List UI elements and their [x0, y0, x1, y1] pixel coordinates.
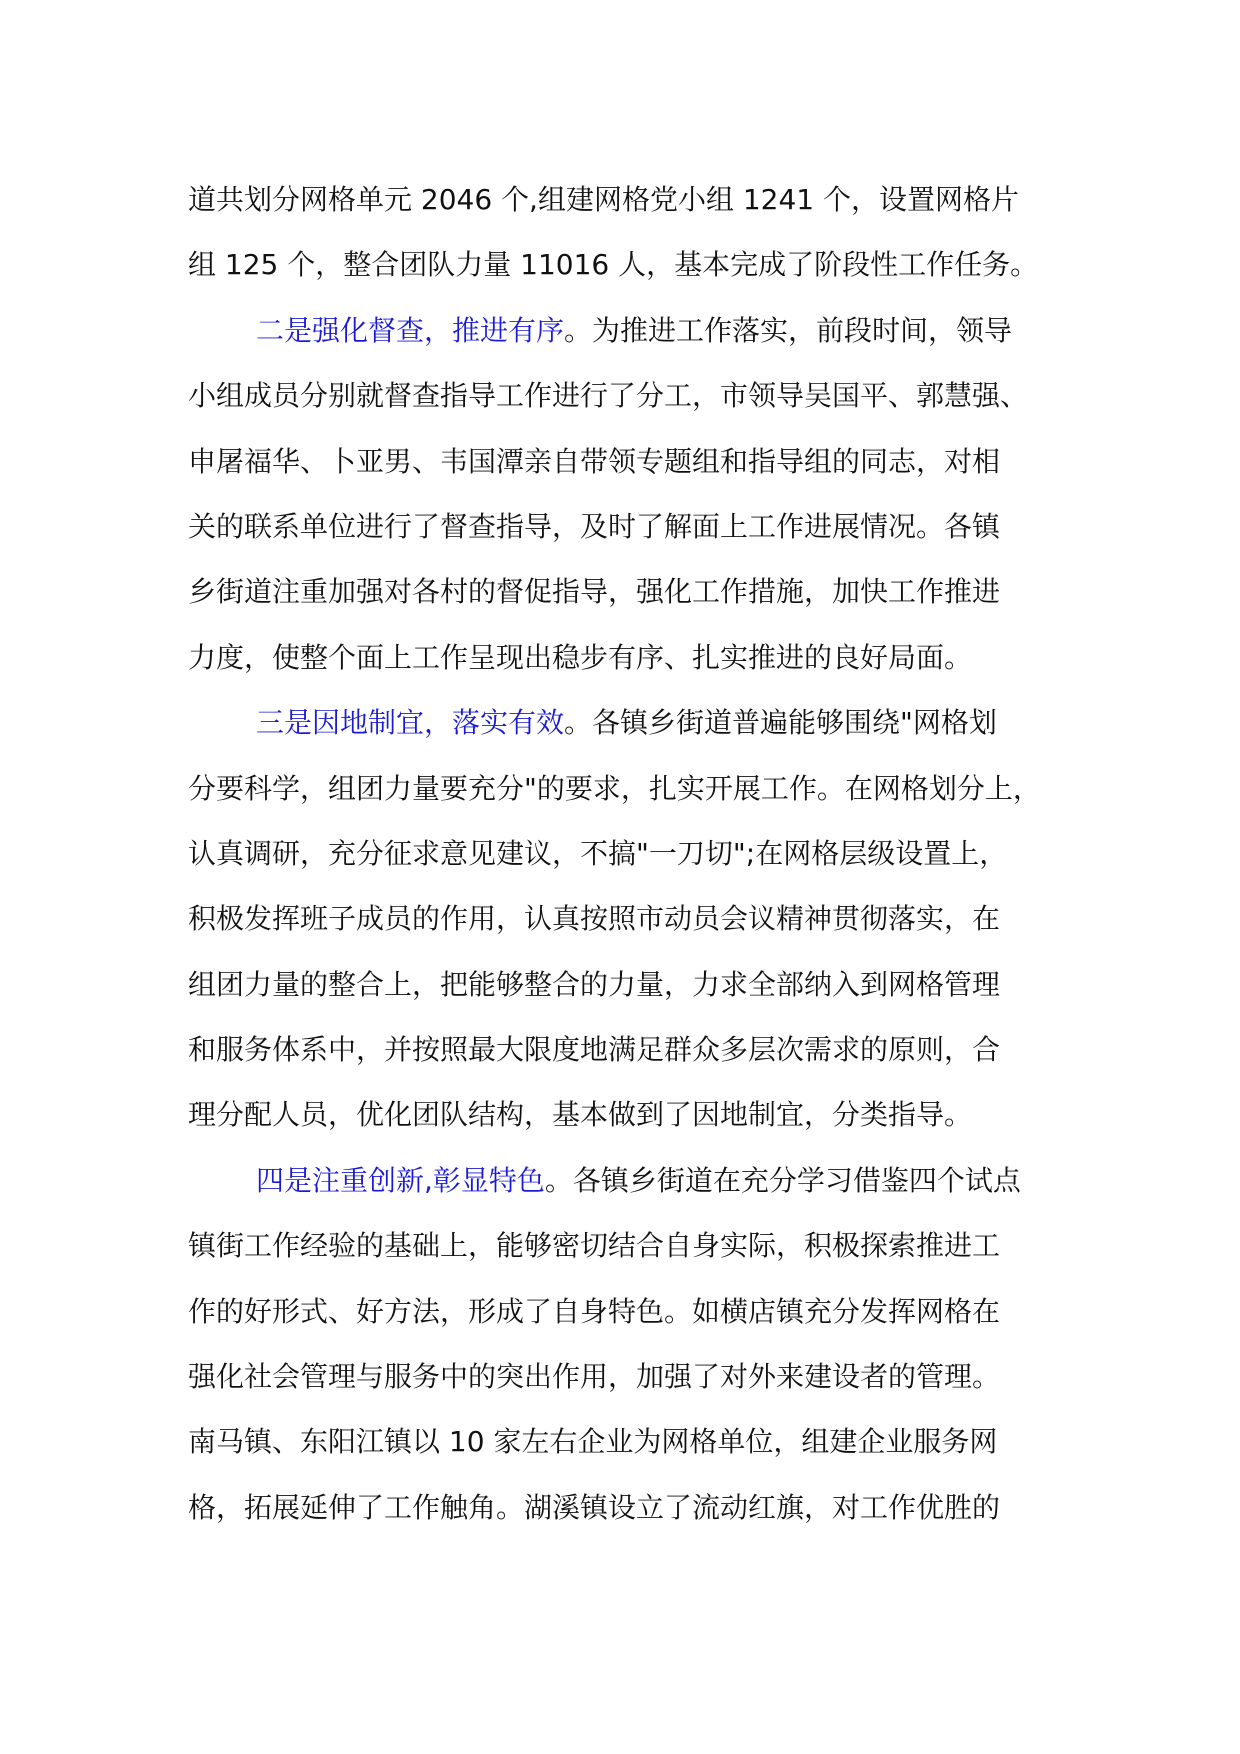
text-line	[188, 559, 1088, 624]
text-line	[188, 1279, 1088, 1344]
text-segment: 组 125 个，整合团队力量 11016 人，基本完成了阶段性工作任务。	[188, 248, 1039, 282]
text-line	[188, 1017, 1088, 1082]
text-segment: 。各镇乡街道在充分学习借鉴四个试点	[544, 1163, 1021, 1197]
highlighted-heading: 三是因地制宜，落实有效	[256, 706, 565, 740]
paragraph-p3	[188, 690, 1088, 1148]
text-line	[188, 690, 1088, 755]
text-line	[188, 363, 1088, 428]
text-line	[188, 1213, 1088, 1278]
text-segment: 关的联系单位进行了督查指导，及时了解面上工作进展情况。各镇	[188, 509, 1001, 543]
text-segment: 理分配人员，优化团队结构，基本做到了因地制宜，分类指导。	[188, 1098, 973, 1132]
text-segment: 道共划分网格单元 2046 个,组建网格党小组 1241 个，设置网格片	[188, 183, 1020, 216]
text-segment: 积极发挥班子成员的作用，认真按照市动员会议精神贯彻落实，在	[188, 902, 1001, 936]
text-line	[188, 952, 1088, 1017]
text-segment: 分要科学，组团力量要充分"的要求，扎实开展工作。在网格划分上，	[188, 771, 1041, 805]
text-line	[188, 494, 1088, 559]
text-line	[188, 429, 1088, 494]
text-segment: 力度，使整个面上工作呈现出稳步有序、扎实推进的良好局面。	[188, 640, 973, 674]
text-segment: 。为推进工作落实，前段时间，领导	[564, 313, 1013, 347]
text-line	[188, 1082, 1088, 1147]
text-segment: 申屠福华、卜亚男、韦国潭亲自带领专题组和指导组的同志，对相	[188, 444, 1001, 478]
text-line	[188, 821, 1088, 886]
text-segment: 强化社会管理与服务中的突出作用，加强了对外来建设者的管理。	[188, 1360, 1001, 1394]
text-line	[188, 1148, 1088, 1213]
paragraph-p2	[188, 298, 1088, 690]
text-segment: 格，拓展延伸了工作触角。湖溪镇设立了流动红旗，对工作优胜的	[188, 1490, 1001, 1524]
paragraph-p4	[188, 1148, 1088, 1540]
text-line	[188, 298, 1088, 363]
text-line	[188, 1344, 1088, 1409]
highlighted-heading: 四是注重创新,彰显特色	[256, 1163, 545, 1197]
text-line	[188, 625, 1088, 690]
text-line	[188, 756, 1088, 821]
text-segment: 认真调研，充分征求意见建议，不搞"一刀切";在网格层级设置上，	[188, 836, 1008, 870]
text-line	[188, 232, 1088, 297]
text-line	[188, 1475, 1088, 1540]
document-body	[188, 167, 1088, 1540]
text-line	[188, 886, 1088, 951]
text-segment: 组团力量的整合上，把能够整合的力量，力求全部纳入到网格管理	[188, 967, 1001, 1001]
text-line	[188, 1409, 1088, 1474]
text-segment: 南马镇、东阳江镇以 10 家左右企业为网格单位，组建企业服务网	[188, 1425, 998, 1459]
text-segment: 小组成员分别就督查指导工作进行了分工，市领导吴国平、郭慧强、	[188, 379, 1029, 413]
text-line	[188, 167, 1088, 232]
text-segment: 作的好形式、好方法，形成了自身特色。如横店镇充分发挥网格在	[188, 1294, 1001, 1328]
text-segment: 。各镇乡街道普遍能够围绕"网格划	[564, 706, 997, 740]
highlighted-heading: 二是强化督查，推进有序	[256, 313, 565, 347]
paragraph-p1	[188, 167, 1088, 298]
text-segment: 镇街工作经验的基础上，能够密切结合自身实际，积极探索推进工	[188, 1229, 1001, 1263]
text-segment: 和服务体系中，并按照最大限度地满足群众多层次需求的原则，合	[188, 1033, 1001, 1067]
text-segment: 乡街道注重加强对各村的督促指导，强化工作措施，加快工作推进	[188, 575, 1001, 609]
